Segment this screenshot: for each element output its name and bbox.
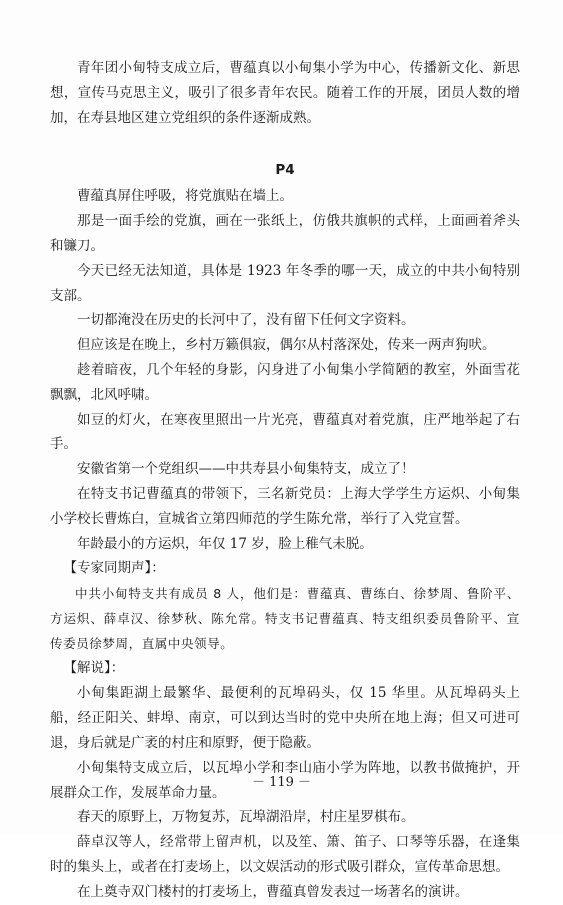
body-paragraph: 一切都淹没在历史的长河中了，没有留下任何文字资料。 xyxy=(77,312,415,329)
page-number: － 119 － xyxy=(251,775,312,790)
intro-paragraph: 青年团小甸特支成立后，曹蕴真以小甸集小学为中心，传播新文化、新思想，宣传马克思主义，吸引了很多青年农民。随着工作的开展，团员人数的增加，在寿县地区建立党组织的条件逐渐成熟。 xyxy=(50,60,520,126)
body-paragraph: 曹蕴真屏住呼吸，将党旗贴在墙上。 xyxy=(77,188,293,205)
explain-paragraph: 春天的原野上，万物复苏，瓦埠湖沿岸，村庄星罗棋布。 xyxy=(77,809,415,826)
body-paragraph: 安徽省第一个党组织——中共寿县小甸集特支，成立了！ xyxy=(77,461,415,478)
body-paragraph: 在特支书记曹蕴真的带领下，三名新党员：上海大学学生方运炽、小甸集小学校长曹炼白，宣城省立第四师范的学生陈允常，举行了入党宣誓。 xyxy=(50,485,520,527)
body-paragraph: 趁着暗夜，几个年轻的身影，闪身进了小甸集小学简陋的教室，外面雪花飘飘，北风呼啸。 xyxy=(50,361,520,403)
explain-paragraph: 小甸集距湖上最繁华、最便利的瓦埠码头，仅 15 华里。从瓦埠码头上船，经正阳关、蚌埠、南京，可以到达当时的党中央所在地上海；但又可进可退，身后就是广袤的村庄和原野，便于隐蔽。 xyxy=(50,685,520,751)
section-title: P4 xyxy=(275,162,295,179)
explain-paragraph: 薛卓汉等人，经常带上留声机，以及笙、箫、笛子、口琴等乐器，在逢集时的集头上，或者在打麦场上，以文娱活动的形式吸引群众，宣传革命思想。 xyxy=(50,834,520,875)
explain-heading: 【解说】： xyxy=(63,660,125,677)
body-paragraph: 今天已经无法知道，具体是 1923 年冬季的哪一天，成立的中共小甸特别支部。 xyxy=(50,262,520,304)
body-paragraph: 但应该是在晚上，乡村万籁俱寂，偶尔从村落深处，传来一两声狗吠。 xyxy=(77,337,496,354)
body-paragraph: 那是一面手绘的党旗，画在一张纸上，仿俄共旗帜的式样，上面画着斧头和镰刀。 xyxy=(50,213,520,254)
explain-paragraph: 在上奠寺双门楼村的打麦场上，曹蕴真曾发表过一场著名的演讲。 xyxy=(77,883,469,900)
expert-quote: 中共小甸特支共有成员 8 人，他们是：曹蕴真、曹练白、徐梦周、鲁阶平、方运炽、薛卓汉、徐梦秋、陈允常。特支书记曹蕴真、特支组织委员鲁阶平、宣传委员徐梦周，直属中央领导。 xyxy=(50,586,520,652)
body-paragraph: 年龄最小的方运炽，年仅 17 岁，脸上稚气未脱。 xyxy=(77,535,373,552)
explain-paragraph: 小甸集特支成立后，以瓦埠小学和李山庙小学为阵地，以教书做掩护，开展群众工作，发展革命力量。 xyxy=(50,759,520,801)
expert-heading: 【专家同期声】： xyxy=(63,560,165,577)
body-paragraph: 如豆的灯火，在寒夜里照出一片光亮，曹蕴真对着党旗，庄严地举起了右手。 xyxy=(50,411,520,453)
